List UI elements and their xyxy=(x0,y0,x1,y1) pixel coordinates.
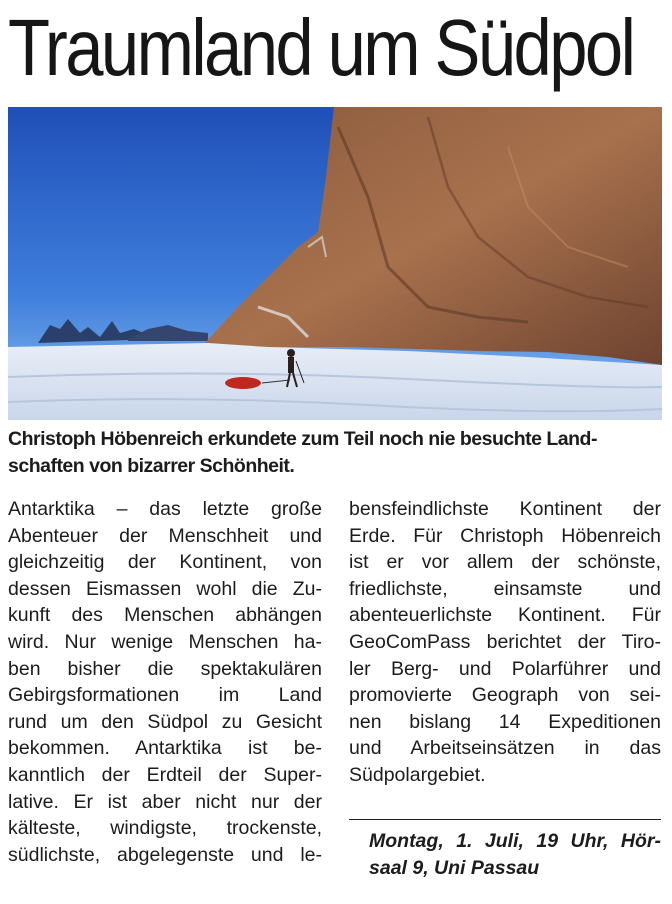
caption-line-1: Christoph Höbenreich erkundete zum Teil noch nie besuchte Land- xyxy=(8,428,597,450)
text-line: abenteuerlichste Kontinent. Für xyxy=(349,604,661,627)
headline: Traumland um Südpol xyxy=(8,3,634,92)
text-line: dessen Eismassen wohl die Zu- xyxy=(8,577,322,600)
caption-line-2: schaften von bizarrer Schönheit. xyxy=(8,455,295,477)
text-line: Erde. Für Christoph Höbenreich xyxy=(349,524,661,547)
text-line: kunft des Menschen abhängen xyxy=(8,604,322,627)
text-line: ben bisher die spektakulären xyxy=(8,657,322,680)
photo-caption xyxy=(8,426,668,480)
text-line: kälteste, windigste, trockenste, xyxy=(8,817,322,840)
text-line: lative. Er ist aber nicht nur der xyxy=(8,790,322,813)
text-line: südlichste, abgelegenste und le- xyxy=(8,843,322,866)
text-line: ler Berg- und Polarführer und xyxy=(349,657,661,680)
text-line: Abenteuer der Menschheit und xyxy=(8,524,322,547)
text-line: und Arbeitseinsätzen in das xyxy=(349,737,661,760)
text-line: Gebirgsformationen im Land xyxy=(8,684,322,707)
text-line: rund um den Südpol zu Gesicht xyxy=(8,710,322,733)
text-line: ist er vor allem der schönste, xyxy=(349,551,661,574)
text-line: friedlichste, einsamste und xyxy=(349,577,661,600)
article-column-right xyxy=(349,496,661,789)
event-info xyxy=(349,828,661,882)
text-line: Antarktika – das letzte große xyxy=(8,498,322,520)
text-line: promovierte Geograph von sei- xyxy=(349,684,661,707)
text-line: bekommen. Antarktika ist be- xyxy=(8,737,322,760)
text-line: kanntlich der Erdteil der Super- xyxy=(8,763,322,786)
text-line: bensfeindlichste Kontinent der xyxy=(349,498,661,520)
article-photo xyxy=(8,107,662,420)
text-line: wird. Nur wenige Menschen ha- xyxy=(8,630,322,653)
text-line: Südpolargebiet. xyxy=(349,763,486,786)
event-line-1: Montag, 1. Juli, 19 Uhr, Hör- xyxy=(369,830,661,852)
antarctica-landscape-photo-icon xyxy=(8,107,662,420)
event-line-2: saal 9, Uni Passau xyxy=(369,857,540,879)
article-column-left xyxy=(8,496,322,868)
text-line: gleichzeitig der Kontinent, von xyxy=(8,551,322,574)
text-line: GeoComPass berichtet der Tiro- xyxy=(349,630,661,653)
divider xyxy=(349,819,661,820)
text-line: nen bislang 14 Expeditionen xyxy=(349,710,661,733)
